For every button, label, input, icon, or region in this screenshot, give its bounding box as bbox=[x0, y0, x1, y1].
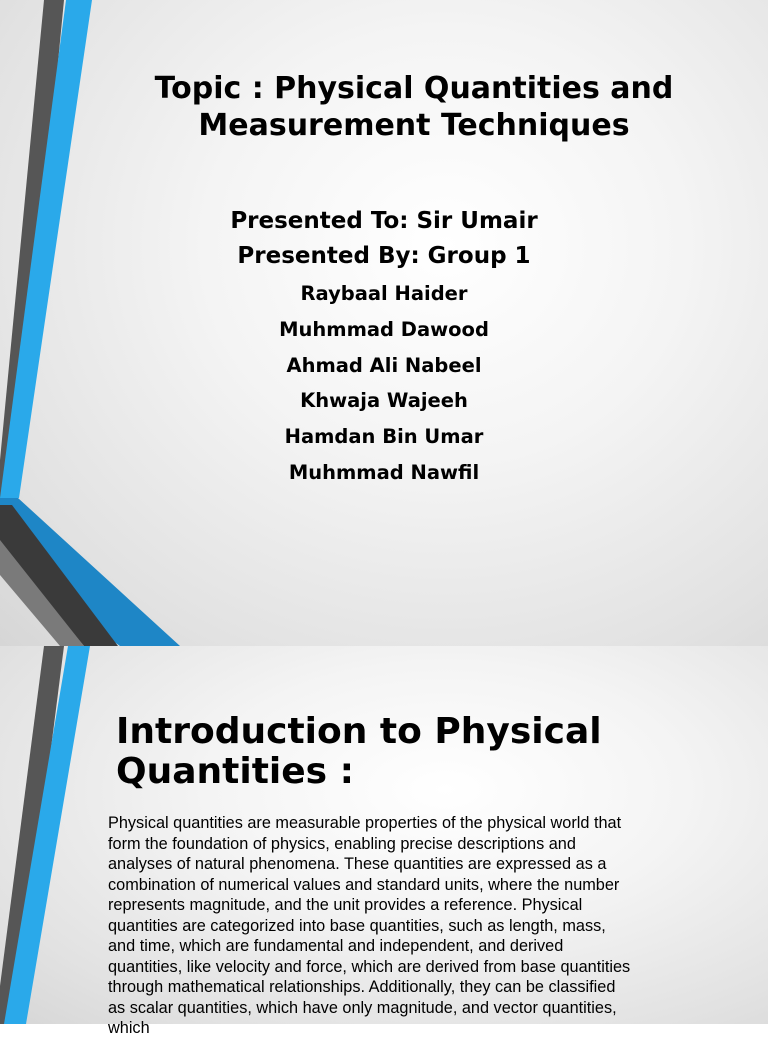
slide-title bbox=[110, 70, 718, 144]
member-name: Muhmmad Dawood bbox=[279, 317, 489, 341]
body-paragraph: Physical quantities are measurable properties of the physical world that form the foundation of physics, enabling precise descriptions and analyses of natural phenomena. These quantities are expressed as a combination of numerical values and standard units, where the number represents magnitude, and the unit provides a reference. Physical quantities are categorized into base quantities, such as length, mass, and time, which are fundamental and independent, and derived quantities, like velocity and force, which are derived from base quantities through mathematical relationships. Additionally, they can be classified as scalar quantities, which have only magnitude, and vector quantities, which bbox=[108, 814, 631, 1037]
presented-by: Presented By: Group 1 bbox=[237, 243, 531, 269]
member-list bbox=[184, 280, 584, 495]
member-name: Raybaal Haider bbox=[300, 282, 468, 305]
title-line-1: Introduction to Physical bbox=[116, 711, 602, 752]
member-name: Muhmmad Nawfil bbox=[288, 460, 480, 484]
slide-title bbox=[116, 712, 736, 792]
member-name: Hamdan Bin Umar bbox=[284, 425, 484, 449]
member-name: Khwaja Wajeeh bbox=[300, 389, 468, 413]
member-name: Ahmad Ali Nabeel bbox=[286, 353, 482, 377]
title-line-1: Topic : Physical Quantities and bbox=[154, 71, 674, 106]
title-line-2: Quantities : bbox=[116, 751, 355, 792]
introduction-slide bbox=[0, 646, 768, 1037]
title-line-2: Measurement Techniques bbox=[198, 108, 630, 143]
presented-to: Presented To: Sir Umair bbox=[230, 208, 538, 234]
